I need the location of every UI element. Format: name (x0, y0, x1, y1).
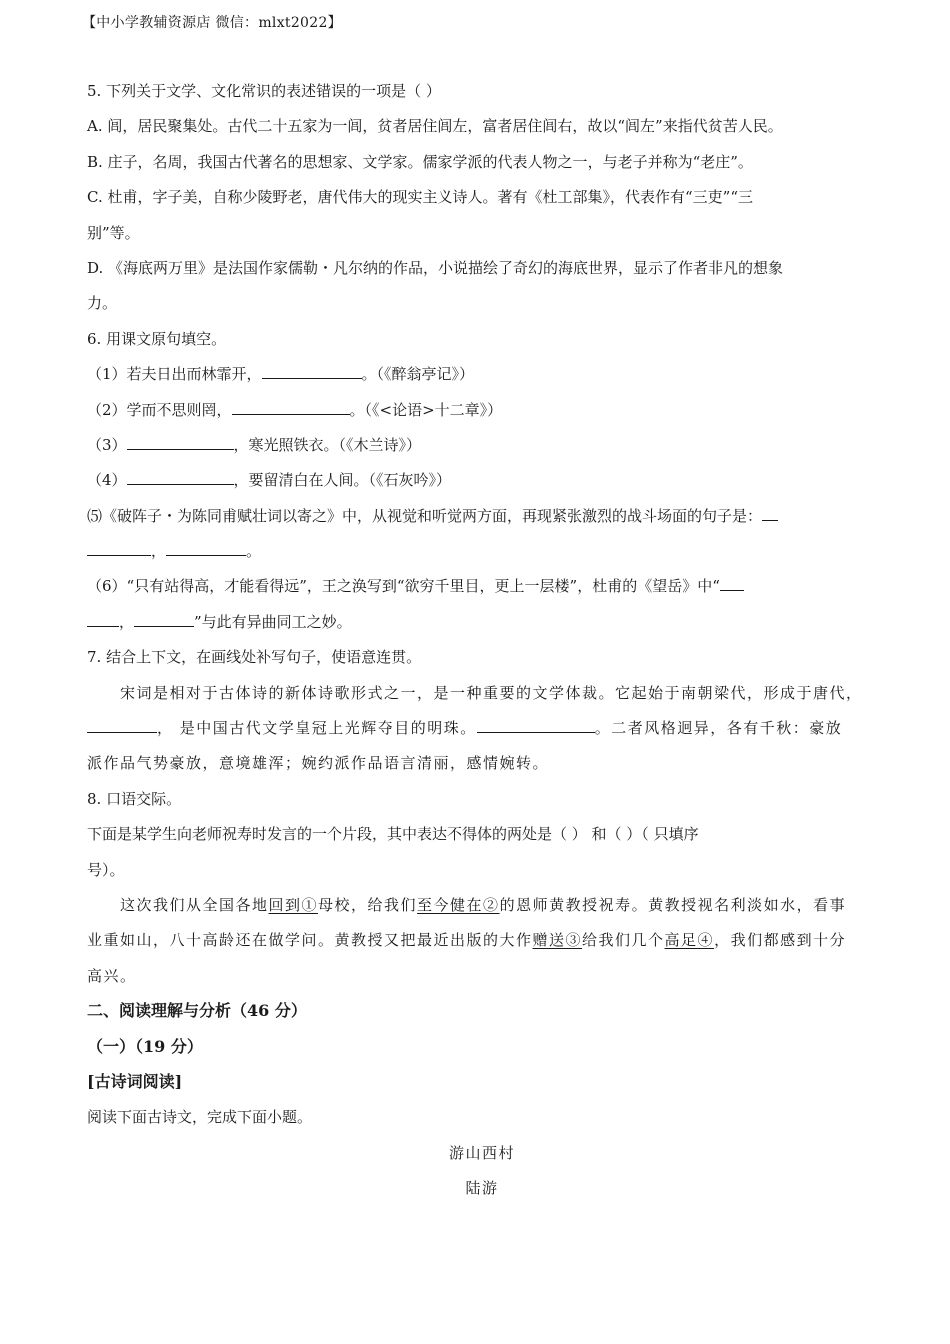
q6-item-5-line1 (87, 503, 877, 538)
q8-instruction-line2: 号）。 (87, 860, 125, 879)
answer-blank[interactable] (262, 364, 362, 379)
answer-blank[interactable] (232, 400, 350, 415)
underlined-phrase-4: 高足④ (664, 931, 715, 950)
q5-stem: 5. 下列关于文学、文化常识的表述错误的一项是（ ） (87, 82, 441, 100)
underlined-phrase-1: 回到① (268, 895, 319, 914)
q8-text: 母校，给我们 (318, 895, 418, 914)
q5-option-d-line1: D. 《海底两万里》是法国作家儒勒・凡尔纳的作品，小说描绘了奇幻的海底世界，显示了作者非凡的想象 (87, 258, 784, 277)
section-title: 二、阅读理解与分析（46 分） (87, 1001, 307, 1021)
answer-blank[interactable] (720, 576, 744, 591)
q5-option-a: A. 闾，居民聚集处。古代二十五家为一闾，贫者居住闾左，富者居住闾右，故以“闾左”来指代贫苦人民。 (87, 117, 783, 136)
answer-blank[interactable] (87, 612, 119, 627)
reading-instruction: 阅读下面古诗文，完成下面小题。 (87, 1108, 313, 1127)
category-label: [古诗词阅读] (87, 1071, 183, 1091)
q8-passage-line3: 高兴。 (87, 966, 137, 985)
answer-blank[interactable] (166, 541, 246, 556)
q6-item-6-line2 (87, 609, 877, 644)
underlined-phrase-3: 赠送③ (532, 931, 583, 950)
q6-item-4 (87, 467, 877, 502)
q6-item-2-pre: （2）学而不思则罔， (87, 400, 232, 419)
poem-author: 陆游 (465, 1179, 499, 1198)
q5-option-c-line2: 别”等。 (87, 223, 140, 242)
q6-item-6-mid: ， (119, 612, 135, 631)
q8-text: 的恩师黄教授祝寿。黄教授视名利淡如水，看事 (499, 895, 847, 914)
q6-item-1-pre: （1）若夫日出而林霏开， (87, 365, 262, 384)
answer-blank[interactable] (127, 470, 234, 485)
underlined-phrase-2: 至今健在② (417, 895, 500, 914)
q6-item-5-pre: ⑸《破阵子・为陈同甫赋壮词以寄之》中，从视觉和听觉两方面，再现紧张激烈的战斗场面的句子是： (87, 506, 763, 525)
q8-text: 这次我们从全国各地 (120, 895, 269, 914)
subsection-title: （一）（19 分） (87, 1036, 203, 1056)
q6-item-5-line2 (87, 538, 877, 573)
q7-passage-line1: 宋词是相对于古体诗的新体诗歌形式之一，是一种重要的文学体裁。它起始于南朝梁代，形成于唐代， (120, 683, 863, 702)
q6-item-2 (87, 397, 877, 432)
q6-item-6-line1 (87, 573, 877, 608)
q8-text: 给我们几个 (582, 931, 665, 950)
q7-passage-line3: 派作品气势豪放，意境雄浑；婉约派作品语言清丽，感情婉转。 (87, 754, 550, 773)
q6-item-3-pre: （3） (87, 435, 127, 454)
q8-passage-line1 (87, 892, 877, 927)
q8-instruction-line1: 下面是某学生向老师祝寿时发言的一个片段，其中表达不得体的两处是（ ） 和（ ）（ 只填序 (87, 825, 699, 844)
q7-passage-post: 。二者风格迥异，各有千秋：豪放 (594, 719, 843, 738)
poem-title: 游山西村 (448, 1143, 515, 1162)
q7-passage-mid: ， 是中国古代文学皇冠上光辉夺目的明珠。 (157, 719, 477, 738)
answer-blank[interactable] (762, 506, 778, 521)
q6-item-1 (87, 361, 877, 396)
q6-stem: 6. 用课文原句填空。 (87, 329, 227, 348)
q7-passage-line2 (87, 715, 877, 750)
answer-blank[interactable] (127, 435, 234, 450)
q6-item-6-pre: （6）“只有站得高，才能看得远”，王之涣写到“欲穷千里目，更上一层楼”，杜甫的《望岳》中“ (87, 577, 720, 596)
q6-item-4-post: ，要留清白在人间。（《石灰吟》） (233, 471, 452, 490)
q6-item-3 (87, 432, 877, 467)
q6-item-5-post: 。 (246, 542, 262, 561)
q6-item-5-mid: ， (151, 542, 167, 561)
q6-item-2-post: 。（《<论语>十二章》） (349, 400, 503, 419)
q8-text: ，我们都感到十分 (714, 931, 847, 950)
q5-option-d-line2: 力。 (87, 294, 118, 313)
q5-option-c-line1: C. 杜甫，字子美，自称少陵野老，唐代伟大的现实主义诗人。著有《杜工部集》，代表作有“三吏”“三 (87, 188, 753, 207)
answer-blank[interactable] (87, 541, 151, 556)
q6-item-6-post: ”与此有异曲同工之妙。 (194, 612, 352, 631)
q6-item-1-post: 。（《醉翁亭记》） (361, 365, 475, 384)
q8-text: 业重如山，八十高龄还在做学问。黄教授又把最近出版的大作 (87, 931, 533, 950)
answer-blank[interactable] (134, 612, 194, 627)
q6-item-4-pre: （4） (87, 471, 127, 490)
exam-content (87, 78, 877, 1211)
q8-passage-line2 (87, 927, 877, 962)
q6-item-3-post: ，寒光照铁衣。（《木兰诗》） (233, 435, 422, 454)
answer-blank[interactable] (87, 718, 157, 733)
q8-stem: 8. 口语交际。 (87, 789, 182, 808)
answer-blank[interactable] (477, 718, 595, 733)
q7-stem: 7. 结合上下文，在画线处补写句子，使语意连贯。 (87, 648, 422, 667)
q5-option-b: B. 庄子，名周，我国古代著名的思想家、文学家。儒家学派的代表人物之一，与老子并称为“老庄”。 (87, 152, 753, 171)
header-watermark: 【中小学教辅资源店 微信：mlxt2022】 (82, 15, 342, 31)
